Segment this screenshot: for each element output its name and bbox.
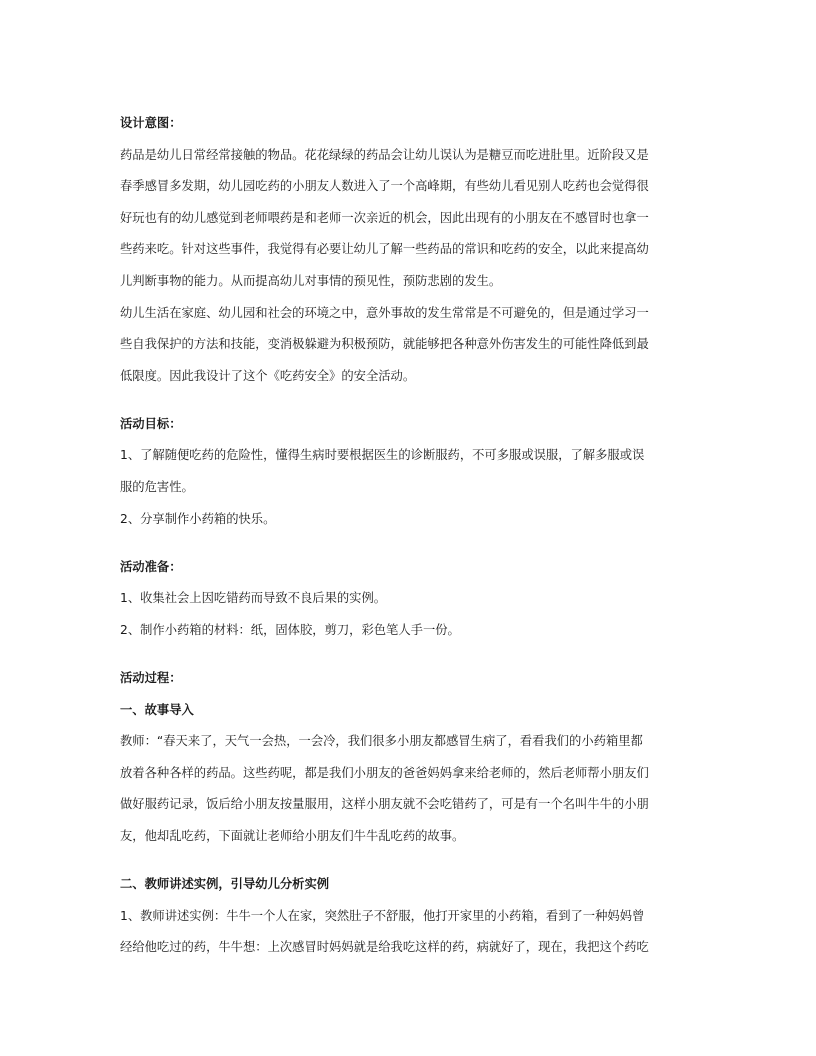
paragraph-line: 些药来吃。针对这些事件，我觉得有必要让幼儿了解一些药品的常识和吃药的安全，以此来提高幼 <box>120 242 649 257</box>
goal-line: 服的危害性。 <box>120 480 194 495</box>
story-line: 做好服药记录，饭后给小朋友按量服用，这样小朋友就不会吃错药了，可是有一个名叫牛牛的小朋 <box>120 797 649 812</box>
paragraph-line: 药品是幼儿日常经常接触的物品。花花绿绿的药品会让幼儿误认为是糖豆而吃进肚里。近阶段又是 <box>120 147 649 162</box>
paragraph-line: 好玩也有的幼儿感觉到老师喂药是和老师一次亲近的机会，因此出现有的小朋友在不感冒时也拿一 <box>120 210 649 225</box>
preparation-line: 1、收集社会上因吃错药而导致不良后果的实例。 <box>120 591 387 606</box>
preparation-heading: 活动准备： <box>120 559 182 574</box>
section-spacer <box>120 853 685 870</box>
paragraph-line: 低限度。因此我设计了这个《吃药安全》的安全活动。 <box>120 368 416 383</box>
example-line: 1、教师讲述实例：牛牛一个人在家，突然肚子不舒服，他打开家里的小药箱，看到了一种妈妈曾 <box>120 908 645 923</box>
story-line: 友，他却乱吃药，下面就让老师给小朋友们牛牛乱吃药的故事。 <box>120 828 465 843</box>
paragraph-line: 幼儿生活在家庭、幼儿园和社会的环境之中，意外事故的发生常常是不可避免的，但是通过学习一 <box>120 305 649 320</box>
example-line: 经给他吃过的药，牛牛想：上次感冒时妈妈就是给我吃这样的药，病就好了，现在，我把这个药吃 <box>120 940 649 955</box>
story-line: 放着各种各样的药品。这些药呢，都是我们小朋友的爸爸妈妈拿来给老师的，然后老师帮小朋友们 <box>120 765 649 780</box>
section-spacer <box>120 535 685 552</box>
document-page <box>120 108 685 964</box>
section-spacer <box>120 647 685 664</box>
section2-heading: 二、教师讲述实例，引导幼儿分析实例 <box>120 877 330 892</box>
section-spacer <box>120 392 685 409</box>
paragraph-line: 春季感冒多发期，幼儿园吃药的小朋友人数进入了一个高峰期，有些幼儿看见别人吃药也会觉得很 <box>120 179 649 194</box>
goal-line: 2、分享制作小药箱的快乐。 <box>120 511 276 526</box>
preparation-line: 2、制作小药箱的材料：纸，固体胶，剪刀，彩色笔人手一份。 <box>120 622 460 637</box>
goals-heading: 活动目标： <box>120 416 182 431</box>
section1-heading: 一、故事导入 <box>120 702 194 717</box>
goal-line: 1、了解随便吃药的危险性，懂得生病时要根据医生的诊断服药，不可多服或误服，了解多服或误 <box>120 448 645 463</box>
process-heading: 活动过程： <box>120 671 182 685</box>
story-line: 教师：“春天来了，天气一会热，一会冷，我们很多小朋友都感冒生病了，看看我们的小药箱里都 <box>120 734 643 749</box>
design-intent-heading: 设计意图： <box>120 116 182 130</box>
paragraph-line: 些自我保护的方法和技能，变消极躲避为积极预防，就能够把各种意外伤害发生的可能性降低到最 <box>120 337 649 352</box>
paragraph-line: 儿判断事物的能力。从而提高幼儿对事情的预见性，预防悲剧的发生。 <box>120 273 502 288</box>
